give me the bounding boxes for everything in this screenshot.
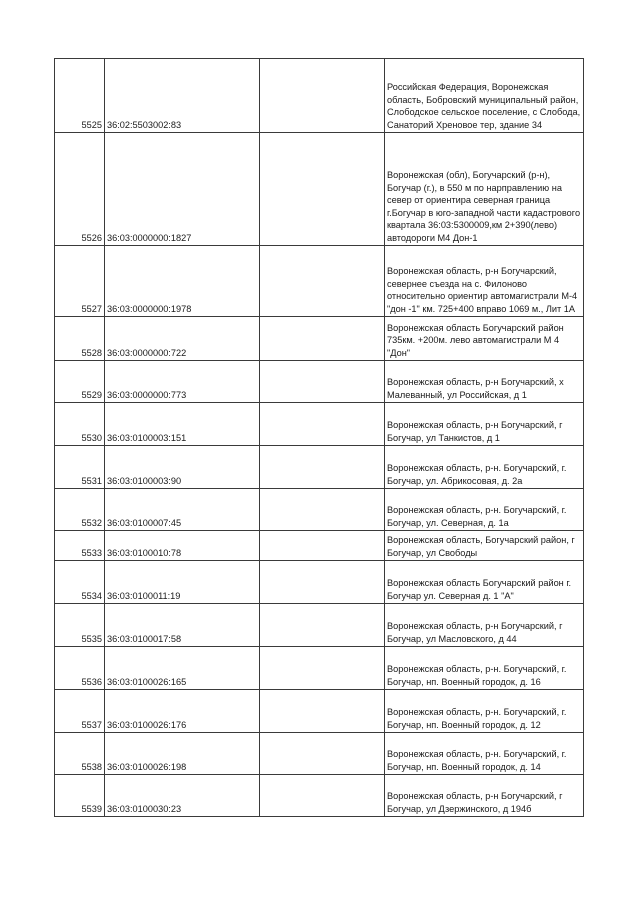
empty-cell [260, 604, 385, 647]
address-cell: Российская Федерация, Воронежская область, Бобровский муниципальный район, Слободское сельское поселение, с Слобода, Санаторий Хреновое тер, здание 34 [385, 59, 584, 133]
cadastral-number: 36:03:0100026:176 [105, 690, 260, 733]
row-number: 5538 [55, 733, 105, 775]
cadastral-number: 36:03:0100003:151 [105, 403, 260, 446]
address-cell: Воронежская область, р-н Богучарский, г Богучар, ул Масловского, д 44 [385, 604, 584, 647]
empty-cell [260, 133, 385, 246]
cadastral-number: 36:03:0000000:1827 [105, 133, 260, 246]
table-row [55, 403, 584, 446]
row-number: 5535 [55, 604, 105, 647]
address-cell: Воронежская область, р-н Богучарский, г Богучар, ул Танкистов, д 1 [385, 403, 584, 446]
table-row [55, 690, 584, 733]
address-cell: Воронежская область, р-н. Богучарский, г. Богучар, ул. Абрикосовая, д. 2а [385, 446, 584, 489]
empty-cell [260, 489, 385, 531]
row-number: 5525 [55, 59, 105, 133]
cadastral-number: 36:03:0000000:722 [105, 317, 260, 361]
cadastral-number: 36:03:0100026:198 [105, 733, 260, 775]
row-number: 5528 [55, 317, 105, 361]
address-cell: Воронежская область, р-н. Богучарский, г. Богучар, нп. Военный городок, д. 16 [385, 647, 584, 690]
cadastral-number: 36:03:0100026:165 [105, 647, 260, 690]
address-cell: Воронежская область, р-н. Богучарский, г. Богучар, нп. Военный городок, д. 12 [385, 690, 584, 733]
cadastral-number: 36:02:5503002:83 [105, 59, 260, 133]
records-table [54, 58, 584, 817]
row-number: 5531 [55, 446, 105, 489]
table-row [55, 446, 584, 489]
empty-cell [260, 647, 385, 690]
table-row [55, 775, 584, 817]
address-cell: Воронежская область, р-н Богучарский, севернее съезда на с. Филоново относительно ориентир автомагистрали М-4 "дон -1" км. 725+400 вправо 1069 м., Лит 1А [385, 246, 584, 317]
address-cell: Воронежская (обл), Богучарский (р-н), Богучар (г.), в 550 м по нарправлению на север от ориентира северная граница г.Богучар в юго-западной части кадастрового квартала 36:03:5300009,км 2+390(лево) автодороги М4 Дон-1 [385, 133, 584, 246]
row-number: 5532 [55, 489, 105, 531]
table-row [55, 647, 584, 690]
row-number: 5537 [55, 690, 105, 733]
empty-cell [260, 775, 385, 817]
row-number: 5534 [55, 561, 105, 604]
cadastral-number: 36:03:0100017:58 [105, 604, 260, 647]
records-table-body [55, 59, 584, 817]
table-row [55, 246, 584, 317]
table-row [55, 317, 584, 361]
cadastral-number: 36:03:0100003:90 [105, 446, 260, 489]
table-row [55, 531, 584, 561]
address-cell: Воронежская область, Богучарский район, г Богучар, ул Свободы [385, 531, 584, 561]
cadastral-number: 36:03:0000000:1978 [105, 246, 260, 317]
empty-cell [260, 317, 385, 361]
empty-cell [260, 561, 385, 604]
row-number: 5529 [55, 361, 105, 403]
table-row [55, 489, 584, 531]
table-row [55, 561, 584, 604]
empty-cell [260, 361, 385, 403]
table-row [55, 733, 584, 775]
address-cell: Воронежская область Богучарский район 735км. +200м. лево автомагистрали М 4 "Дон" [385, 317, 584, 361]
empty-cell [260, 246, 385, 317]
table-row [55, 361, 584, 403]
row-number: 5536 [55, 647, 105, 690]
table-row [55, 133, 584, 246]
empty-cell [260, 531, 385, 561]
empty-cell [260, 690, 385, 733]
empty-cell [260, 733, 385, 775]
table-row [55, 604, 584, 647]
row-number: 5539 [55, 775, 105, 817]
cadastral-number: 36:03:0000000:773 [105, 361, 260, 403]
cadastral-number: 36:03:0100007:45 [105, 489, 260, 531]
address-cell: Воронежская область, р-н. Богучарский, г. Богучар, ул. Северная, д. 1а [385, 489, 584, 531]
address-cell: Воронежская область, р-н Богучарский, х Малеванный, ул Российская, д 1 [385, 361, 584, 403]
row-number: 5533 [55, 531, 105, 561]
cadastral-number: 36:03:0100030:23 [105, 775, 260, 817]
row-number: 5526 [55, 133, 105, 246]
cadastral-number: 36:03:0100011:19 [105, 561, 260, 604]
address-cell: Воронежская область Богучарский район г. Богучар ул. Северная д. 1 "А" [385, 561, 584, 604]
empty-cell [260, 59, 385, 133]
empty-cell [260, 446, 385, 489]
address-cell: Воронежская область, р-н. Богучарский, г. Богучар, нп. Военный городок, д. 14 [385, 733, 584, 775]
row-number: 5530 [55, 403, 105, 446]
empty-cell [260, 403, 385, 446]
cadastral-number: 36:03:0100010:78 [105, 531, 260, 561]
address-cell: Воронежская область, р-н Богучарский, г Богучар, ул Дзержинского, д 194б [385, 775, 584, 817]
table-row [55, 59, 584, 133]
row-number: 5527 [55, 246, 105, 317]
